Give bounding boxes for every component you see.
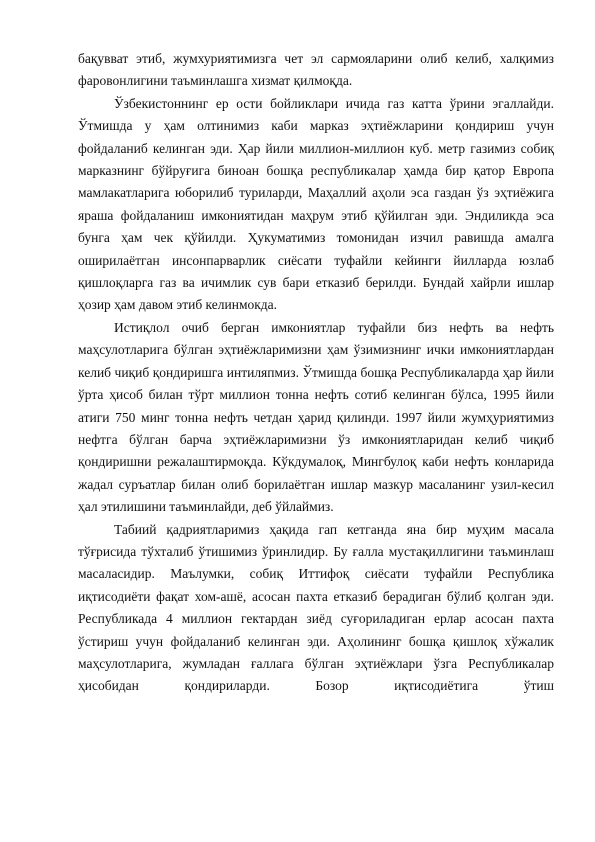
paragraph-3: Истиқлол очиб берган имкониятлар туфайли биз нефть ва нефть маҳсулотларига бўлган эҳтиёжларимизни ҳам ўзимизнинг ички имкониятлардан келиб чиқиб қондиришга интиляпмиз. Ўтмишда бошқа Республикаларда ҳар йили ўрта ҳисоб билан тўрт миллион тонна нефть сотиб келинган бўлса, 1995 йили атиги 750 минг тонна нефть четдан ҳарид қилинди. 1997 йили жумҳуриятимиз нефтга бўлган барча эҳтиёжларимизни ўз имкониятларидан келиб чиқиб қондиришни режалаштирмоқда. Кўкдумалоқ, Мингбулоқ каби нефть конларида жадал суръатлар билан олиб борилаётган ишлар мазкур масаланинг узил-кесил ҳал этилишини таъминлайди, деб ўйлаймиз.: [78, 319, 554, 515]
body-text: [78, 48, 554, 698]
paragraph-4: Табиий қадриятларимиз ҳақида гап кетганда яна бир муҳим масала тўғрисида тўхталиб ўтишимиз ўринлидир. Бу ғалла мустақиллигини таъминлаш масаласидир. Маълумки, собиқ Иттифоқ сиёсати туфайли Республика иқтисодиёти фақат хом-ашё, асосан пахта етказиб берадиган бўлиб қолган эди. Республикада 4 миллион гектардан зиёд суғориладиган ерлар асосан пахта ўстириш учун фойдаланиб келинган эди. Аҳолининг бошқа қишлоқ хўжалик маҳсулотларига, жумладан ғаллага бўлган эҳтиёжлари ўзга Республикалар ҳисобидан қондириларди. Бозор иқтисодиётига ўтиш: [78, 521, 554, 694]
paragraph-1: бақувват этиб, жумхуриятимизга чет эл сармояларини олиб келиб, халқимиз фаровонлигини таъминлашга хизмат қилмоқда.: [78, 51, 554, 89]
paragraph-2: Ўзбекистоннинг ер ости бойликлари ичида газ катта ўрини эгаллайди. Ўтмишда у ҳам олтинимиз каби марказ эҳтиёжларини қондириш учун фойдаланиб келинган эди. Ҳар йили миллион-миллион куб. метр газимиз собиқ марказнинг бўйруғига биноан бошқа республикалар ҳамда бир қатор Европа мамлакатларига юборилиб туриларди, Маҳаллий аҳоли эса газдан ўз эҳтиёжига яраша фойдаланиш имкониятидан маҳрум этиб қўйилган эди. Эндиликда эса бунга ҳам чек қўйилди. Ҳукуматимиз томонидан изчил равишда амалга оширилаётган инсонпарварлик сиёсати туфайли кейинги йилларда юзлаб қишлоқларга газ ва ичимлик сув бари етказиб берилди. Бундай хайрли ишлар ҳозир ҳам давом этиб келинмокда.: [78, 95, 554, 313]
